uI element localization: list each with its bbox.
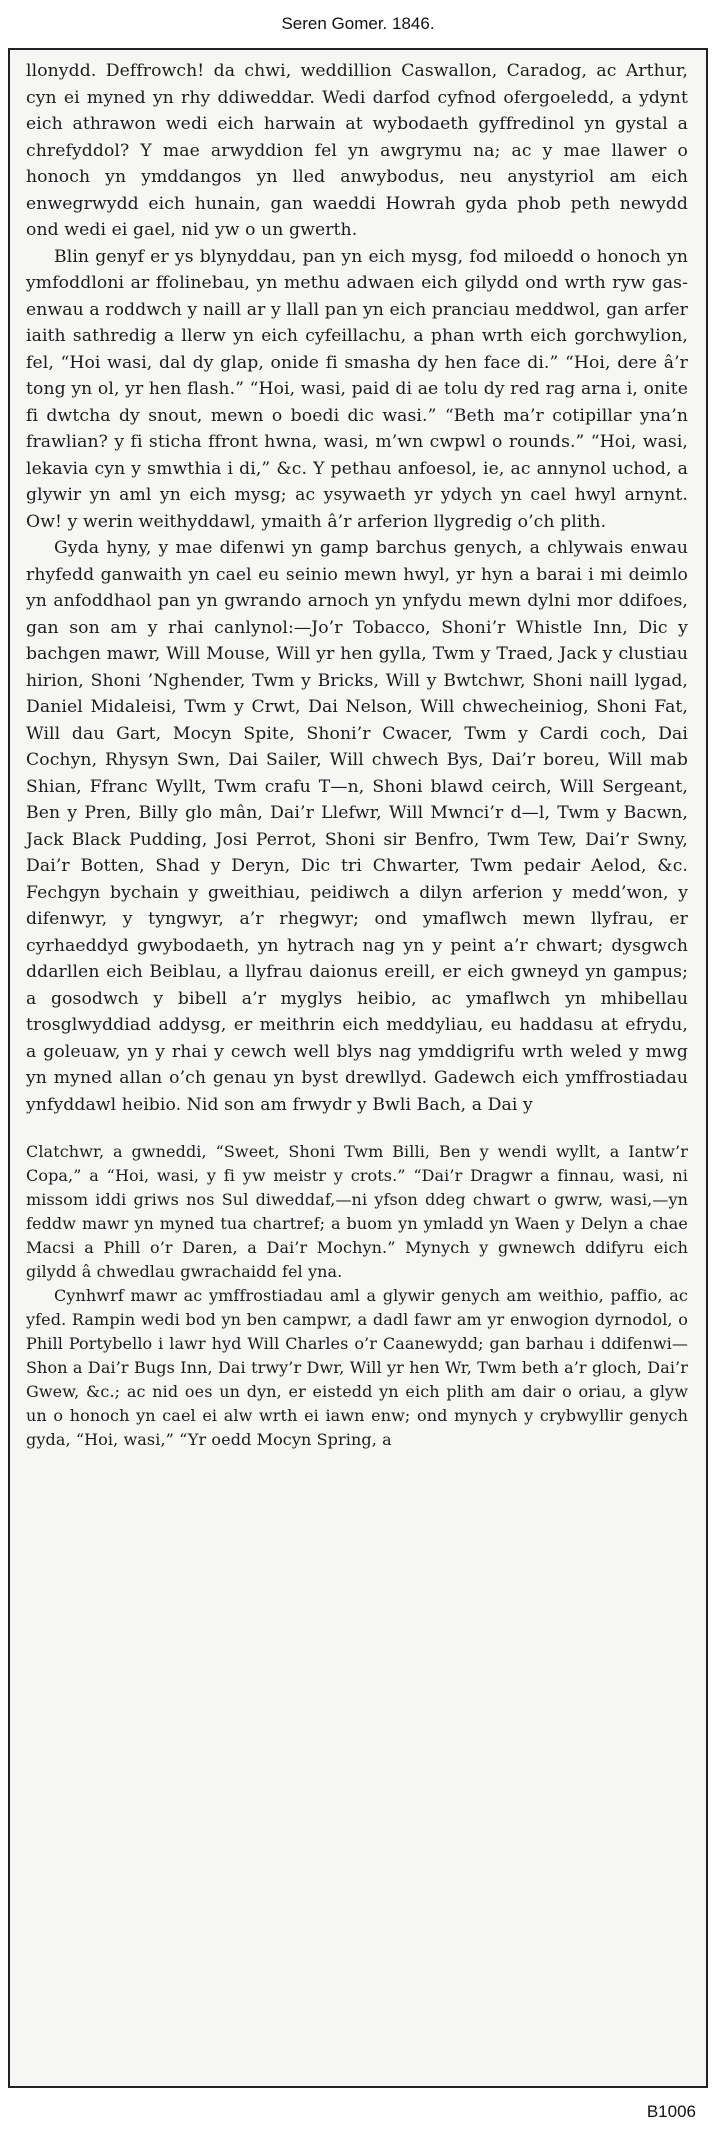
article-paragraph: Cynhwrf mawr ac ymffrostiadau aml a glywir genych am weithio, paffio, ac yfed. Rampin wedi bod yn ben campwr, a dadl fawr am yr enwogion dyrnodol, o Phill Portybello i lawr hyd Will Charles o’r Caanewydd; gan barhau i ddifenwi—Shon a Dai’r Bugs Inn, Dai trwy’r Dwr, Will yr hen Wr, Twm beth a’r gloch, Dai’r Gwew, &c.; ac nid oes un dyn, er eistedd yn eich plith am dair o oriau, a glyw un o honoch yn cael ei alw wrth ei iawn enw; ond mynych y crybwyllir genych gyda, “Hoi, wasi,” “Yr oedd Mocyn Spring, a <box>26 1286 688 1449</box>
article-paragraph: Gyda hyny, y mae difenwi yn gamp barchus genych, a chlywais enwau rhyfedd ganwaith yn cael eu seinio mewn hwyl, yr hyn a barai i mi deimlo yn anfoddhaol pan yn gwrando arnoch yn ynfydu mewn dylni mor ddifoes, gan son am y rhai canlynol:—Jo’r Tobacco, Shoni’r Whistle Inn, Dic y bachgen mawr, Will Mouse, Will yr hen gylla, Twm y Traed, Jack y clustiau hirion, Shoni ’Nghender, Twm y Bricks, Will y Bwtchwr, Shoni naill lygad, Daniel Midaleisi, Twm y Crwt, Dai Nelson, Will chwecheiniog, Shoni Fat, Will dau Gart, Mocyn Spite, Shoni’r Cwacer, Twm y Cardi coch, Dai Cochyn, Rhysyn Swn, Dai Sailer, Will chwech Bys, Dai’r boreu, Will mab Shian, Ffranc Wyllt, Twm crafu T—n, Shoni blawd ceirch, Will Sergeant, Ben y Pren, Billy glo mân, Dai’r Llefwr, Will Mwnci’r d—l, Twm y Bacwn, Jack Black Pudding, Josi Perrot, Shoni sir Benfro, Twm Tew, Dai’r Swny, Dai’r Botten, Shad y Deryn, Dic tri Chwarter, Twm pedair Aelod, &c. Fechgyn bychain y gweithiau, peidiwch a dilyn arferion y medd’won, y difenwyr, y tyngwyr, a’r rhegwyr; ond ymaflwch mewn llyfrau, er cyrhaeddyd gwybodaeth, yn hytrach nag yn y peint a’r chwart; dysgwch ddarllen eich Beiblau, a llyfrau daionus ereill, er eich gwneyd yn gampus; a gosodwch y bibell a’r myglys heibio, ac ymaflwch yn mhibellau trosglwyddiad addysg, er meithrin eich meddyliau, eu haddasu at efrydu, a goleuaw, yn y rhai y cewch well blys nag ymddigrifu wrth weled y mwg yn myned allan o’ch genau yn byst drewllyd. Gadewch eich ymffrostiadau ynfyddawl heibio. Nid son am frwydr y Bwli Bach, a Dai y <box>26 538 688 1115</box>
archive-code: B1006 <box>646 2102 696 2121</box>
article-paragraph: Blin genyf er ys blynyddau, pan yn eich mysg, fod miloedd o honoch yn ymfoddloni ar ffolinebau, yn methu adwaen eich gilydd ond wrth ryw gas-enwau a roddwch y naill ar y llall pan yn eich pranciau meddwol, gan arfer iaith sathredig a llerw yn eich cyfeillachu, a phan wrth eich gorchwylion, fel, “Hoi wasi, dal dy glap, onide fi smasha dy hen face di.” “Hoi, dere â’r tong yn ol, yr hen flash.” “Hoi, wasi, paid di ae tolu dy red rag arna i, onite fi dwtcha dy snout, mewn o boedi dic wasi.” “Beth ma’r cotipillar yna’n frawlian? y fi sticha ffront hwna, wasi, m’wn cwpwl o rounds.” “Hoi, wasi, lekavia cyn y smwthia i di,” &c. Y pethau anfoesol, ie, ac annynol uchod, a glywir yn aml yn eich mysg; ac ysywaeth yr ydych yn cael hwyl arnynt. Ow! y werin weithyddawl, ymaith â’r arferion llygredig o’ch plith. <box>26 246 688 532</box>
article-paragraph: llonydd. Deffrowch! da chwi, weddillion Caswallon, Caradog, ac Arthur, cyn ei myned yn rhy ddiweddar. Wedi darfod cyfnod ofergoeledd, a ydynt eich athrawon wedi eich harwain at wybodaeth gyffredinol yn gystal a chrefyddol? Y mae arwyddion fel yn awgrymu na; ac y mae llawer o honoch yn ymddangos yn lled anwybodus, neu anystyriol am eich enwegrwydd eich hunain, gan waeddi Howrah gyda phob peth newydd ond wedi ei gael, nid yw o un gwerth. <box>26 61 688 240</box>
article-column <box>26 58 688 1452</box>
newspaper-clipping <box>8 48 708 2088</box>
page-header-title: Seren Gomer. 1846. <box>281 14 435 33</box>
column-break <box>26 1118 688 1140</box>
article-paragraph: Clatchwr, a gwneddi, “Sweet, Shoni Twm Billi, Ben y wendi wyllt, a Iantw’r Copa,” a “Hoi, wasi, y fi yw meistr y crots.” “Dai’r Dragwr a finnau, wasi, ni missom iddi griws nos Sul diweddaf,—ni yfson ddeg chwart o gwrw, wasi,—yn feddw mawr yn myned tua chartref; a buom yn ymladd yn Waen y Delyn a chae Macsi a Phill o’r Daren, a Dai’r Mochyn.” Mynych y gwnewch ddifyru eich gilydd â chwedlau gwrachaidd fel yna. <box>26 1142 688 1281</box>
